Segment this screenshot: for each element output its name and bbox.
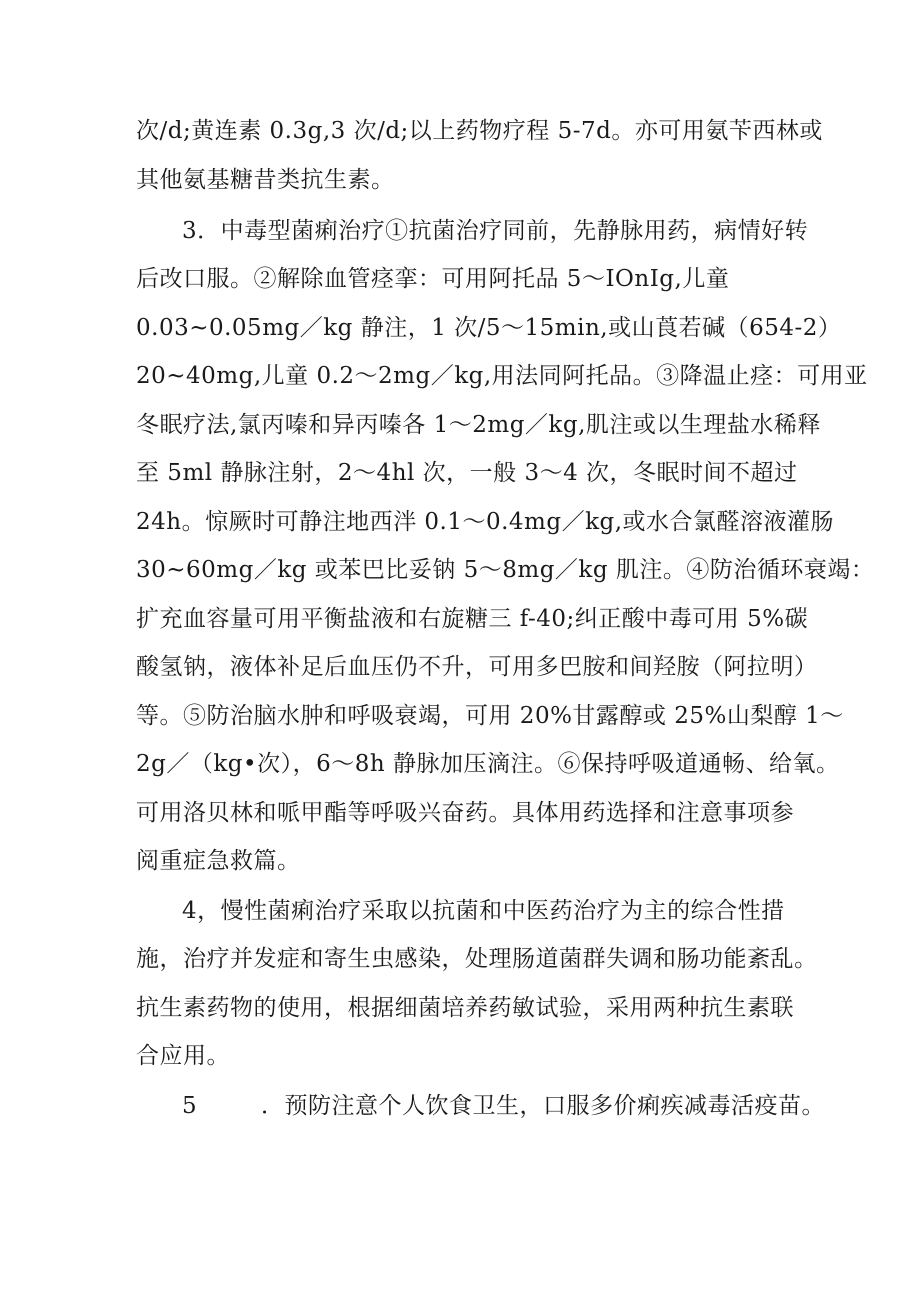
text-line: 4，慢性菌痢治疗采取以抗菌和中医药治疗为主的综合性措 [182, 898, 785, 924]
text-line: 合应用。 [136, 1043, 230, 1069]
text-line: 0.03~0.05mg／kg 静注，1 次/5～15min,或山莨若碱（654-2） [136, 315, 842, 341]
text-line: 可用洛贝林和哌甲酯等呼吸兴奋药。具体用药选择和注意事项参 [136, 800, 794, 826]
text-line: 抗生素药物的使用，根据细菌培养药敏试验，采用两种抗生素联 [136, 995, 794, 1021]
text-line: 24h。惊厥时可静注地西泮 0.1～0.4mg／kg,或水合氯醛溶液灌肠 [136, 509, 835, 535]
text-line: 至 5ml 静脉注射，2～4hl 次，一般 3～4 次，冬眠时间不超过 [136, 460, 798, 486]
text-line: 其他氨基糖昔类抗生素。 [136, 167, 395, 193]
text-line: 酸氢钠，液体补足后血压仍不升，可用多巴胺和间羟胺（阿拉明） [136, 654, 818, 680]
text-line: 30~60mg／kg 或苯巴比妥钠 5～8mg／kg 肌注。④防治循环衰竭： [136, 557, 875, 583]
text-line: 2g／（kg•次），6～8h 静脉加压滴注。⑥保持呼吸道通畅、给氧。 [136, 751, 840, 777]
text-line: 扩充血容量可用平衡盐液和右旋糖三 f-40;纠正酸中毒可用 5%碳 [136, 606, 809, 632]
text-line: ．预防注意个人饮食卫生，口服多价痢疾减毒活疫苗。 [261, 1093, 825, 1119]
text-line: 阅重症急救篇。 [136, 848, 301, 874]
text-line: 等。⑤防治脑水肿和呼吸衰竭，可用 20%甘露醇或 25%山梨醇 1～ [136, 703, 844, 729]
text-line: 后改口服。②解除血管痉挛：可用阿托品 5～IOnIg,儿童 [136, 266, 730, 292]
text-line: 施，治疗并发症和寄生虫感染，处理肠道菌群失调和肠功能紊乱。 [136, 946, 818, 972]
text-line: 20~40mg,儿童 0.2～2mg／kg,用法同阿托品。③降温止痉：可用亚 [136, 363, 868, 389]
text-line: 次/d;黄连素 0.3g,3 次/d;以上药物疗程 5-7d。亦可用氨苄西林或 [136, 118, 823, 144]
item-number: 5 [182, 1093, 198, 1119]
text-line: 3．中毒型菌痢治疗①抗菌治疗同前，先静脉用药，病情好转 [182, 218, 809, 244]
text-line: 冬眠疗法,氯丙嗪和异丙嗪各 1～2mg／kg,肌注或以生理盐水稀释 [136, 412, 821, 438]
